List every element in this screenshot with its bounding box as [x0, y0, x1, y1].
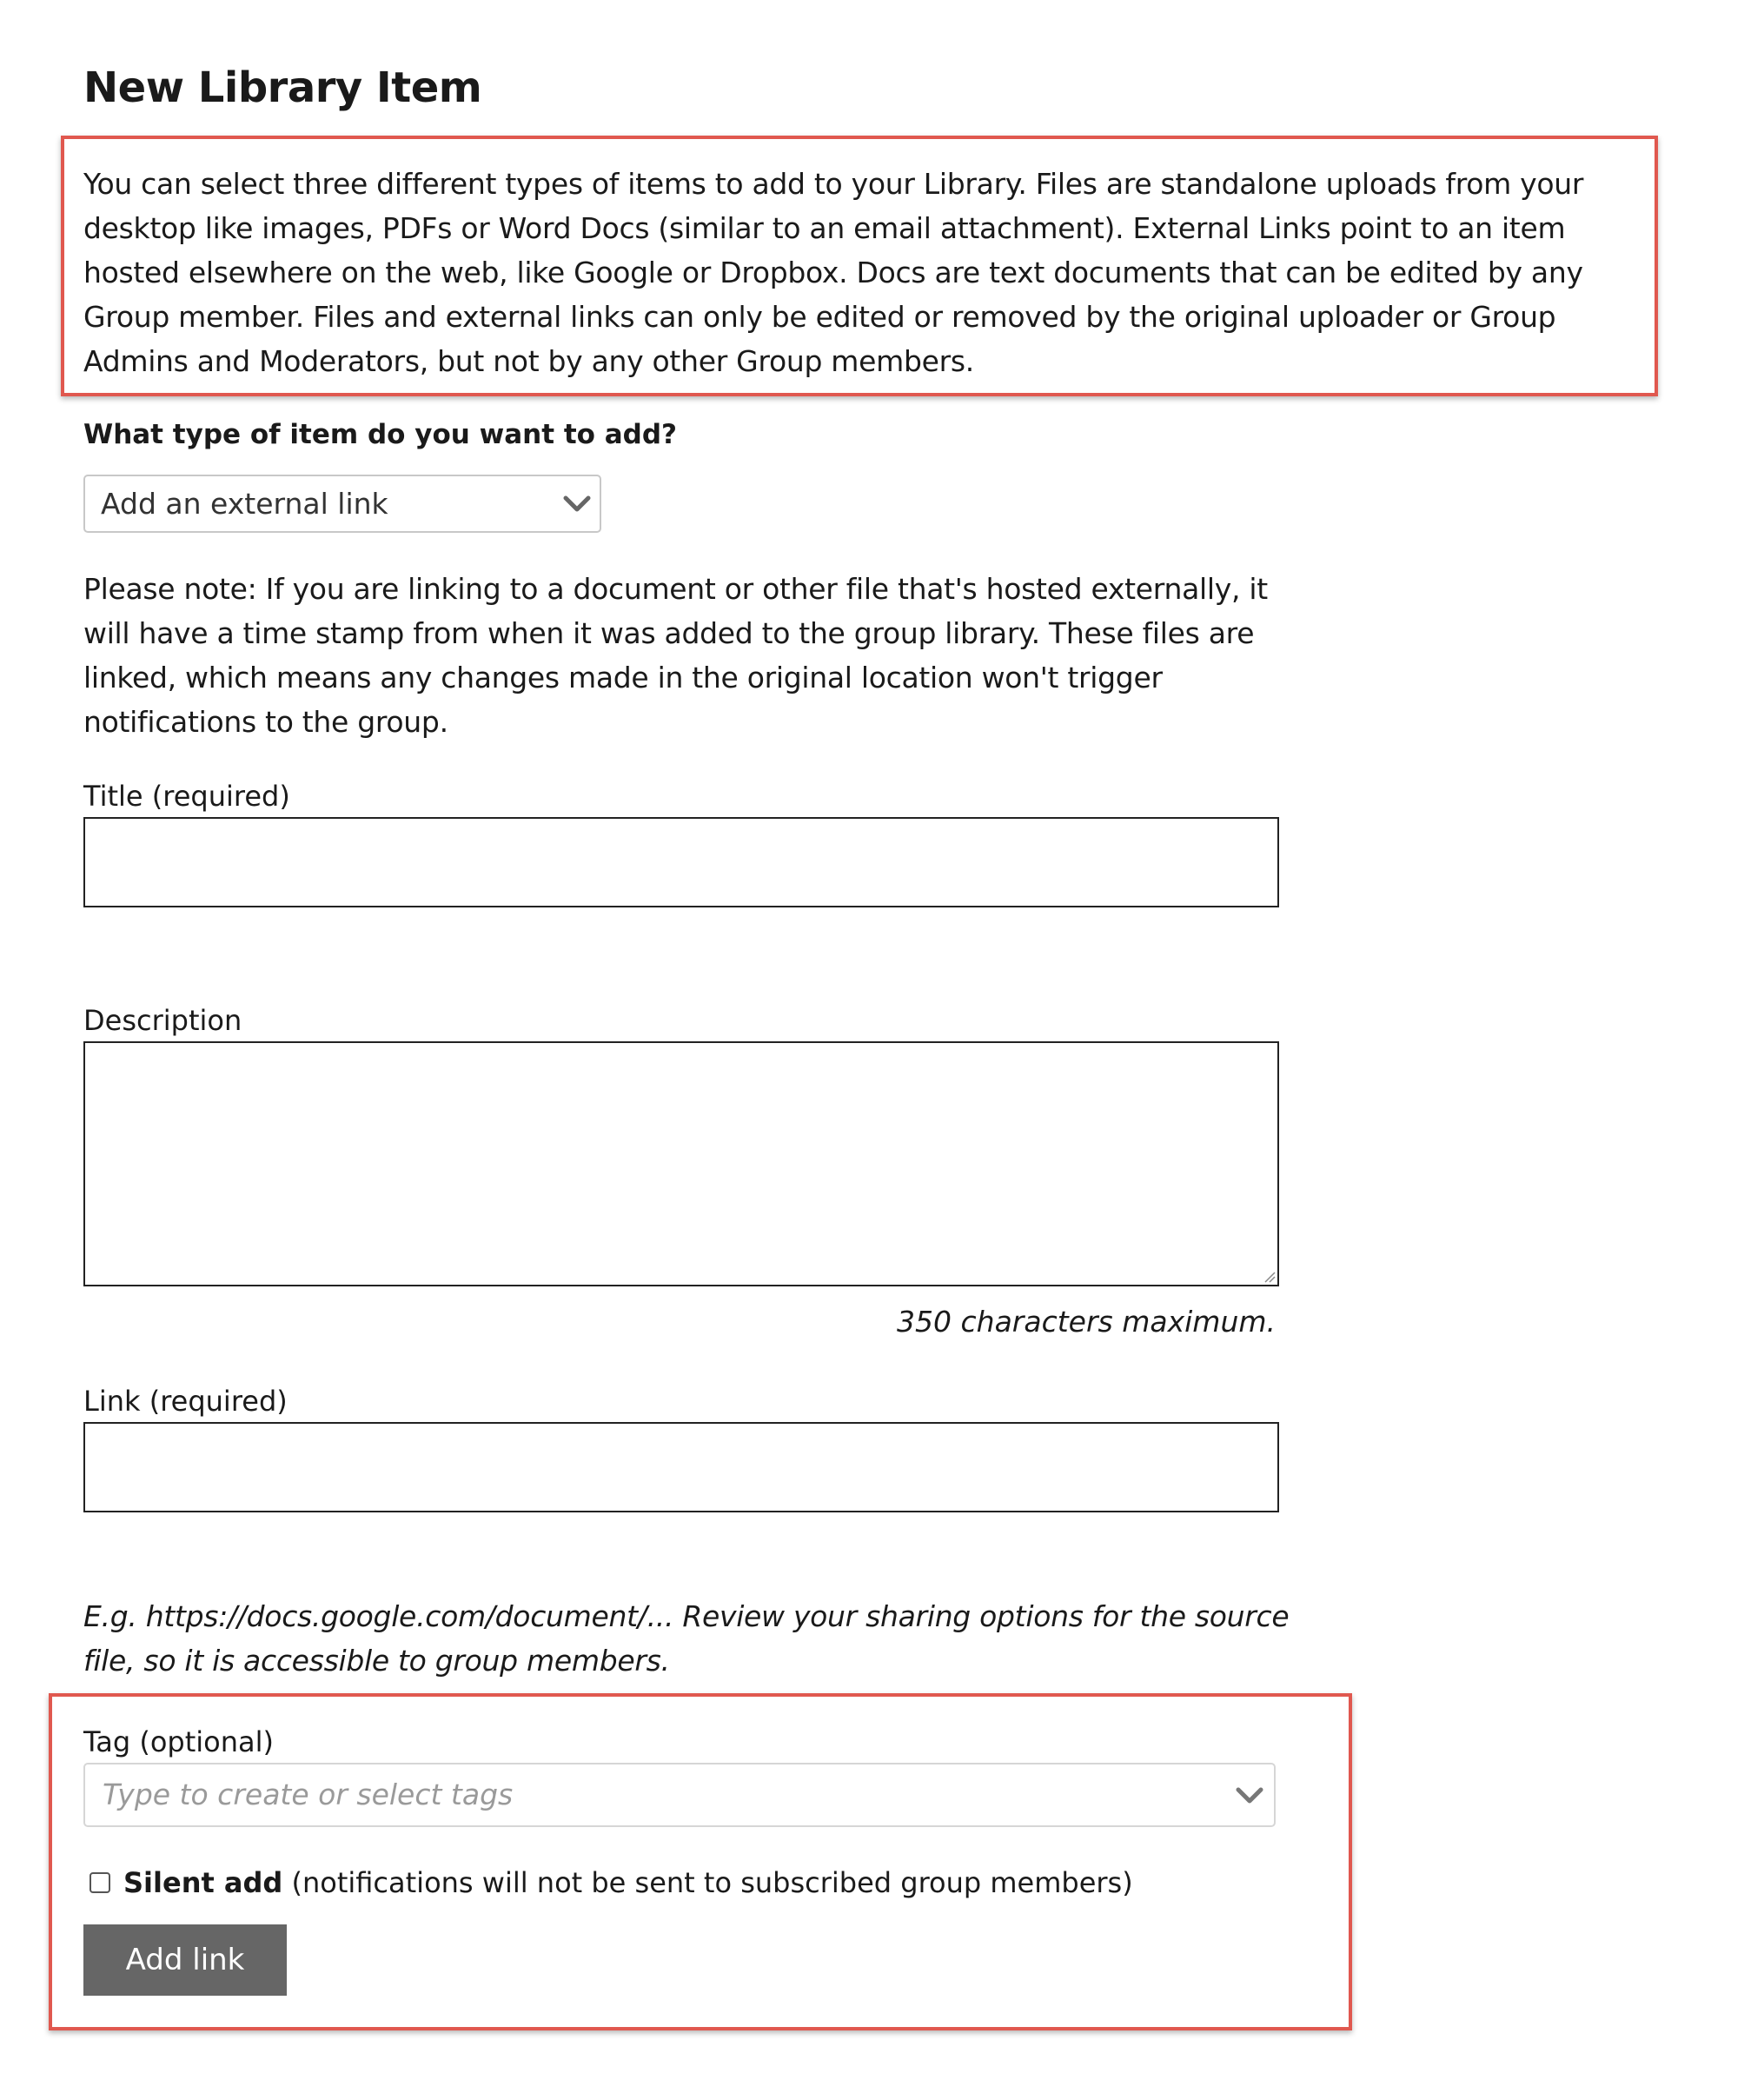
- link-label: Link (required): [83, 1385, 288, 1418]
- add-link-button[interactable]: Add link: [83, 1924, 287, 1996]
- link-input[interactable]: [83, 1422, 1279, 1512]
- intro-text: You can select three different types of items to add to your Library. Files are standalone uploads from your desktop like images, PDFs or Word Docs (similar to an email attachment). External Links point to an item hosted elsewhere on the web, like Google or Dropbox. Docs are text documents that can be edited by any Group member. Files and external links can only be edited or removed by the original uploader or Group Admins and Moderators, but not by any other Group members.: [83, 167, 1584, 378]
- description-char-limit: 350 characters maximum.: [897, 1305, 1276, 1339]
- tag-select[interactable]: [83, 1763, 1276, 1827]
- title-label: Title (required): [83, 780, 290, 813]
- description-label: Description: [83, 1004, 242, 1037]
- tag-label: Tag (optional): [83, 1725, 274, 1758]
- item-type-select[interactable]: [83, 475, 601, 533]
- external-link-note: Please note: If you are linking to a document or other file that's hosted externally, it will have a time stamp from when it was added to the group library. These files are linked, which means any changes made in the original location won't trigger notifications to the group.: [83, 572, 1268, 739]
- page-title: New Library Item: [83, 63, 482, 112]
- silent-add-note: (notifications will not be sent to subscribed group members): [282, 1866, 1133, 1899]
- chevron-down-icon: [1236, 1787, 1263, 1804]
- description-textarea[interactable]: [83, 1041, 1279, 1286]
- chevron-down-icon: [563, 495, 591, 513]
- silent-add-checkbox[interactable]: [90, 1872, 110, 1893]
- silent-add-label[interactable]: [123, 1864, 1133, 1902]
- silent-add-title: Silent add: [123, 1866, 283, 1899]
- resize-handle-icon[interactable]: [1262, 1269, 1276, 1283]
- title-input[interactable]: [83, 817, 1279, 907]
- link-hint: E.g. https://docs.google.com/document/... Review your sharing options for the source file, so it is accessible to group members.: [83, 1599, 1290, 1678]
- item-type-label: What type of item do you want to add?: [83, 419, 678, 450]
- item-type-selected-value: Add an external link: [101, 487, 388, 521]
- tag-placeholder: Type to create or select tags: [103, 1778, 514, 1811]
